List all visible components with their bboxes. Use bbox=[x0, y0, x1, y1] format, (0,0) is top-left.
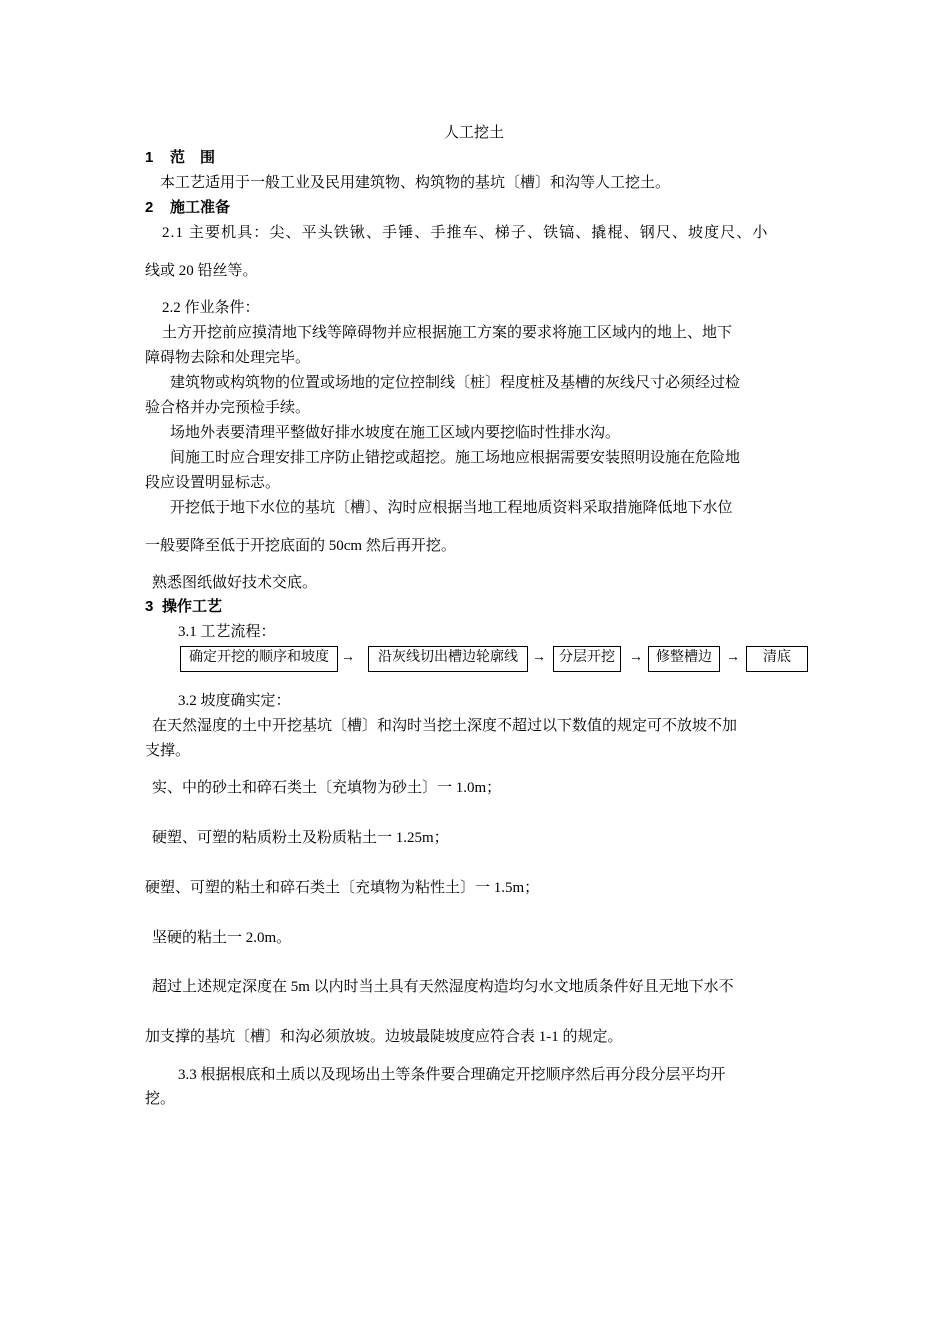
depth-rule-2: 硬塑、可塑的粘质粉土及粉质粘土一 1.25m； bbox=[152, 830, 449, 846]
section-2-number: 2 bbox=[145, 199, 154, 216]
condition-5-line-2: 一般要降至低于开挖底面的 50cm 然后再开挖。 bbox=[145, 538, 456, 554]
slope-requirement-line-2: 加支撑的基坑〔槽〕和沟必须放坡。边坡最陡坡度应符合表 1-1 的规定。 bbox=[145, 1029, 623, 1045]
slope-heading: 3.2 坡度确实定： bbox=[178, 693, 291, 709]
section-3-number: 3 bbox=[145, 598, 154, 615]
condition-3: 场地外表要清理平整做好排水坡度在施工区域内要挖临时性排水沟。 bbox=[170, 425, 621, 441]
flow-arrow-4: → bbox=[726, 650, 740, 665]
condition-2-line-1: 建筑物或构筑物的位置或场地的定位控制线〔桩〕程度桩及基槽的灰线尺寸必须经过检 bbox=[170, 375, 741, 391]
section-1-paragraph: 本工艺适用于一般工业及民用建筑物、构筑物的基坑〔槽〕和沟等人工挖土。 bbox=[160, 175, 671, 191]
flow-step-1: 确定开挖的顺序和坡度 bbox=[180, 646, 338, 672]
flow-step-5: 清底 bbox=[746, 646, 808, 672]
work-conditions-heading: 2.2 作业条件： bbox=[162, 300, 260, 316]
flow-arrow-3: → bbox=[629, 650, 643, 665]
condition-6: 熟悉图纸做好技术交底。 bbox=[152, 575, 318, 591]
slope-requirement-line-1: 超过上述规定深度在 5m 以内时当土具有天然湿度构造均匀水文地质条件好且无地下水不 bbox=[152, 979, 734, 995]
section-2-heading: 施工准备 bbox=[170, 199, 231, 216]
flow-step-3: 分层开挖 bbox=[553, 646, 621, 672]
flow-arrow-2: → bbox=[532, 650, 546, 665]
section-3-heading: 操作工艺 bbox=[162, 598, 223, 615]
flow-arrow-1: → bbox=[341, 650, 355, 665]
condition-2-line-2: 验合格并办完预检手续。 bbox=[145, 400, 311, 416]
depth-rule-4: 坚硬的粘土一 2.0m。 bbox=[152, 930, 292, 946]
sequence-line-2: 挖。 bbox=[145, 1091, 176, 1107]
depth-rule-3: 硬塑、可塑的粘土和碎石类土〔充填物为粘性土〕一 1.5m； bbox=[145, 880, 540, 896]
flow-step-2: 沿灰线切出槽边轮廓线 bbox=[368, 646, 528, 672]
condition-1-line-2: 障碍物去除和处理完毕。 bbox=[145, 350, 311, 366]
document-title: 人工挖土 bbox=[444, 125, 505, 141]
condition-4-line-2: 段应设置明显标志。 bbox=[145, 475, 281, 491]
flow-step-4: 修整槽边 bbox=[648, 646, 720, 672]
process-flowchart bbox=[180, 646, 812, 674]
slope-para-line-2: 支撑。 bbox=[145, 743, 191, 759]
condition-5-line-1: 开挖低于地下水位的基坑〔槽〕、沟时应根据当地工程地质资料采取措施降低地下水位 bbox=[170, 500, 733, 516]
condition-4-line-1: 间施工时应合理安排工序防止错挖或超挖。施工场地应根据需要安装照明设施在危险地 bbox=[170, 450, 741, 466]
depth-rule-1: 实、中的砂土和碎石类土〔充填物为砂土〕一 1.0m； bbox=[152, 780, 502, 796]
slope-para-line-1: 在天然湿度的土中开挖基坑〔槽〕和沟时当挖土深度不超过以下数值的规定可不放坡不加 bbox=[152, 718, 738, 734]
process-flow-heading: 3.1 工艺流程： bbox=[178, 624, 276, 640]
condition-1-line-1: 土方开挖前应摸清地下线等障碍物并应根据施工方案的要求将施工区域内的地上、地下 bbox=[162, 325, 733, 341]
tools-line-1: 2.1 主要机具：尖、平头铁锹、手锤、手推车、梯子、铁镐、撬棍、钢尺、坡度尺、小 bbox=[162, 225, 769, 241]
tools-line-2: 线或 20 铅丝等。 bbox=[145, 263, 258, 279]
section-1-number: 1 bbox=[145, 149, 154, 166]
sequence-line-1: 3.3 根据根底和土质以及现场出土等条件要合理确定开挖顺序然后再分段分层平均开 bbox=[178, 1067, 726, 1083]
section-1-heading: 范 围 bbox=[170, 149, 216, 166]
